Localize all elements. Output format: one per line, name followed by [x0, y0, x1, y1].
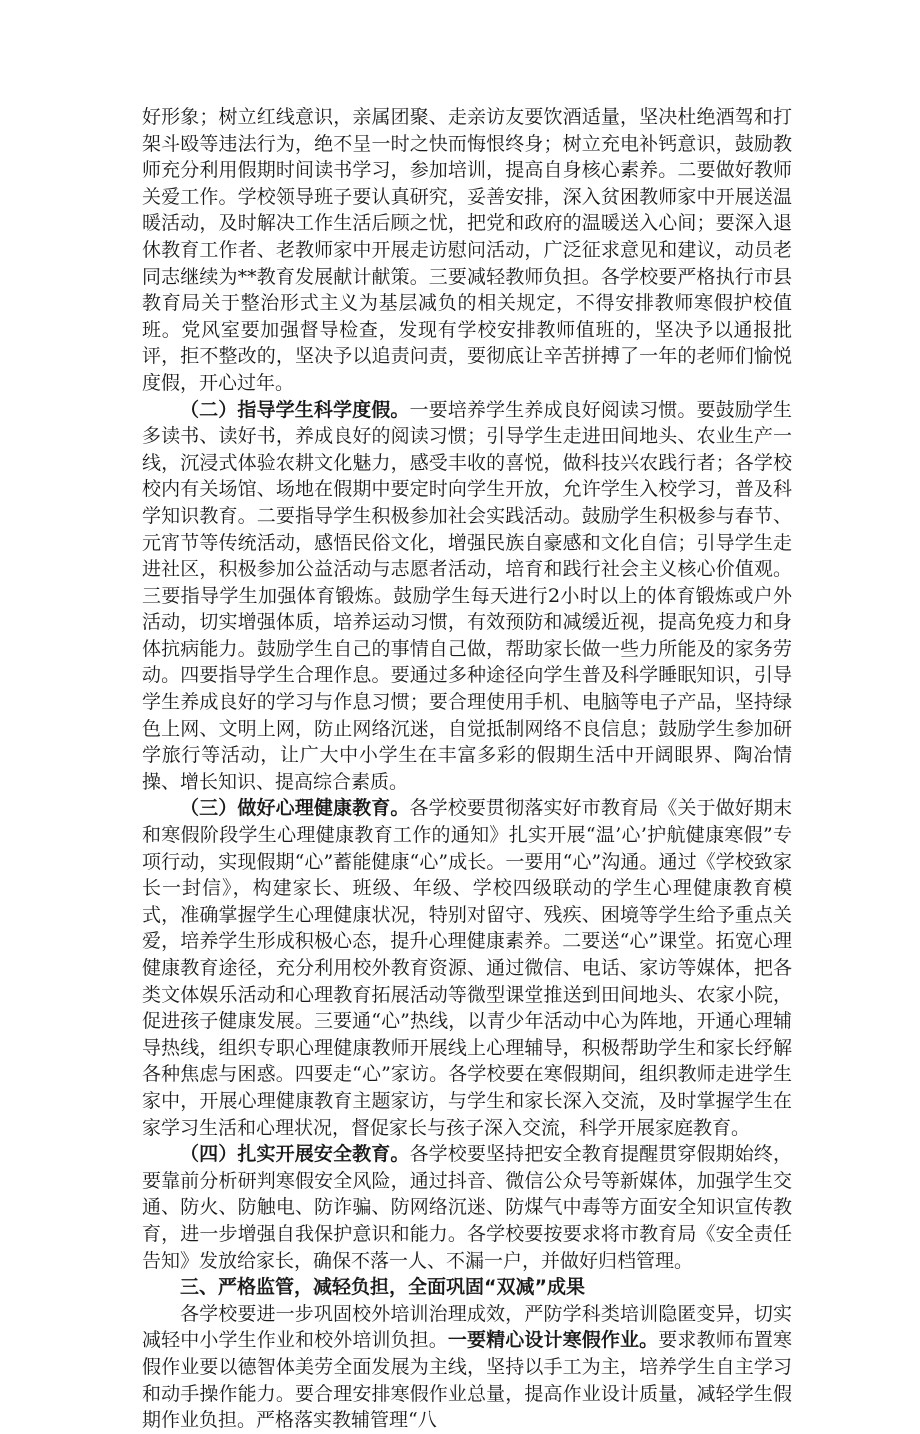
paragraph-text: 各学校要进一步巩固校外培训治理成效，严防学科类培训隐匿变异，切实减轻中小学生作业和校外培训负担。	[142, 1302, 792, 1352]
subsection-heading: （四）扎实开展安全教育。	[180, 1143, 410, 1166]
subsection-heading: （二）指导学生科学度假。	[180, 398, 410, 421]
paragraph-text: 一要培养学生养成良好阅读习惯。要鼓励学生多读书、读好书，养成良好的阅读习惯；引导学生走进田间地头、农业生产一线，沉浸式体验农耕文化魅力，感受丰收的喜悦，做科技兴农践行者；各学校校内有关场馆、场地在假期中要定时向学生开放，允许学生入校学习，普及科学知识教育。二要指导学生积极参加社会实践活动。鼓励学生积极参与春节、元宵节等传统活动，感悟民俗文化，增强民族自豪感和文化自信；引导学生走进社区，积极参加公益活动与志愿者活动，培育和践行社会主义核心价值观。三要指导学生加强体育锻炼。鼓励学生每天进行2小时以上的体育锻炼或户外活动，切实增强体质，培养运动习惯，有效预防和减缓近视，提高免疫力和身体抗病能力。鼓励学生自己的事情自己做，帮助家长做一些力所能及的家务劳动。四要指导学生合理作息。要通过多种途径向学生普及科学睡眠知识，引导学生养成良好的学习与作息习惯；要合理使用手机、电脑等电子产品，坚持绿色上网、文明上网，防止网络沉迷，自觉抵制网络不良信息；鼓励学生参加研学旅行等活动，让广大中小学生在丰富多彩的假期生活中开阔眼界、陶冶情操、增长知识、提高综合素质。	[142, 398, 792, 793]
paragraph-teacher-care	[142, 104, 792, 397]
paragraph-student-vacation	[142, 397, 792, 796]
section-heading: 三、严格监管，减轻负担，全面巩固“双减”成果	[180, 1276, 585, 1299]
paragraph-mental-health	[142, 795, 792, 1141]
paragraph-text: 各学校要坚持把安全教育提醒贯穿假期始终，要靠前分析研判寒假安全风险，通过抖音、微信公众号等新媒体，加强学生交通、防火、防触电、防诈骗、防网络沉迷、防煤气中毒等方面安全知识宣传教育，进一步增强自我保护意识和能力。各学校要按要求将市教育局《安全责任告知》发放给家长，确保不落一人、不漏一户，并做好归档管理。	[142, 1143, 792, 1272]
subsection-heading: （三）做好心理健康教育。	[180, 797, 410, 820]
paragraph-double-reduction	[142, 1301, 792, 1434]
paragraph-safety-education	[142, 1141, 792, 1274]
paragraph-text: 好形象；树立红线意识，亲属团聚、走亲访友要饮酒适量，坚决杜绝酒驾和打架斗殴等违法行为，绝不呈一时之快而悔恨终身；树立充电补钙意识，鼓励教师充分利用假期时间读书学习，参加培训，提高自身核心素养。二要做好教师关爱工作。学校领导班子要认真研究，妥善安排，深入贫困教师家中开展送温暖活动，及时解决工作生活后顾之忧，把党和政府的温暖送入心间；要深入退休教育工作者、老教师家中开展走访慰问活动，广泛征求意见和建议，动员老同志继续为**教育发展献计献策。三要减轻教师负担。各学校要严格执行市县教育局关于整治形式主义为基层减负的相关规定，不得安排教师寒假护校值班。党风室要加强督导检查，发现有学校安排教师值班的，坚决予以通报批评，拒不整改的，坚决予以追责问责，要彻底让辛苦拼搏了一年的老师们愉悦度假，开心过年。	[142, 106, 792, 394]
paragraph-text: 要求教师布置寒假作业要以德智体美劳全面发展为主线，坚持以手工为主，培养学生自主学习和动手操作能力。要合理安排寒假作业总量，提高作业设计质量，减轻学生假期作业负担。严格落实教辅管理“八	[142, 1329, 792, 1432]
paragraph-text: 各学校要贯彻落实好市教育局《关于做好期末和寒假阶段学生心理健康教育工作的通知》扎实开展“温’心’护航健康寒假”专项行动，实现假期“心”蓄能健康“心”成长。一要用“心”沟通。通过《学校致家长一封信》，构建家长、班级、年级、学校四级联动的学生心理健康教育模式，准确掌握学生心理健康状况，特别对留守、残疾、困境等学生给予重点关爱，培养学生形成积极心态，提升心理健康素养。二要送“心”课堂。拓宽心理健康教育途径，充分利用校外教育资源、通过微信、电话、家访等媒体，把各类文体娱乐活动和心理教育拓展活动等微型课堂推送到田间地头、农家小院，促进孩子健康发展。三要通“心”热线，以青少年活动中心为阵地，开通心理辅导热线，组织专职心理健康教师开展线上心理辅导，积极帮助学生和家长纾解各种焦虑与困惑。四要走“心”家访。各学校要在寒假期间，组织教师走进学生家中，开展心理健康教育主题家访，与学生和家长深入交流，及时掌握学生在家学习生活和心理状况，督促家长与孩子深入交流，科学开展家庭教育。	[142, 797, 792, 1139]
document-page	[142, 104, 792, 1434]
subsection-heading: 一要精心设计寒假作业。	[447, 1329, 659, 1352]
